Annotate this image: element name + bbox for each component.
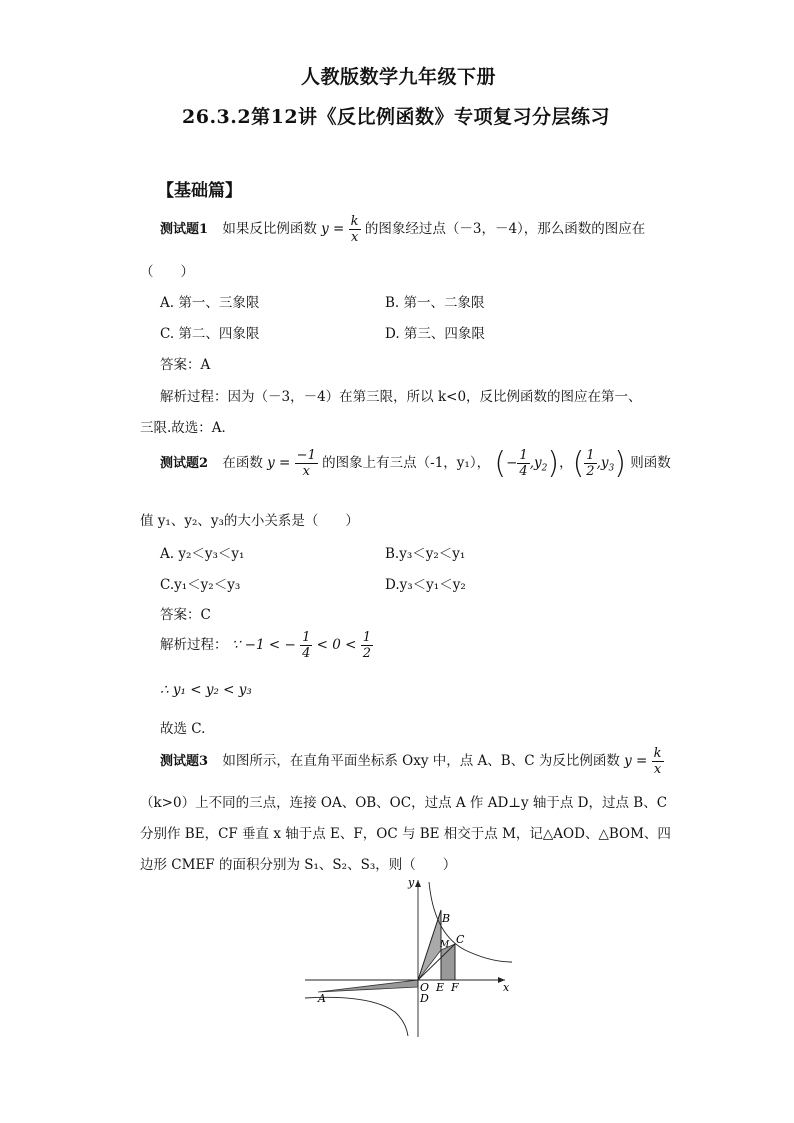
q2-text-c: 则函数 [630,455,671,471]
q1-y-eq: y = [321,221,345,237]
doc-title: 人教版数学九年级下册 [301,66,497,88]
q2-fraction: $\frac{-1}{x}$ [296,448,316,479]
label-x: x [503,981,510,994]
q1-text-b: 的图象经过点（－3，－4），那么函数的图应在 [364,221,646,237]
q3-text-a: 如图所示，在直角平面坐标系 Oxy 中，点 A、B、C 为反比例函数 [222,753,620,769]
q2-therefore: ∴ y₁ < y₂ < y₃ [160,682,252,698]
q2-analysis: 解析过程： ∵ −1 < − $\frac{1}{4}$ < 0 < $\frac{1}{2}$ [160,630,372,661]
q1-option-d: D. 第三、四象限 [385,326,485,342]
q2-option-b: B.y₃＜y₂＜y₁ [385,546,466,562]
q2-answer: 答案：C [160,607,211,623]
q2-conclusion: 故选 C. [160,721,206,737]
q3-y-eq: y = [624,753,648,769]
q2-label: 测试题2 [160,456,209,471]
q1-stem [160,214,645,245]
q2-text-a: 在函数 [222,455,263,471]
q2-point2-frac: $\frac{1}{4}$ [519,448,528,479]
label-E: E [436,981,445,994]
q1-analysis-line2: 三限.故选：A． [140,420,236,436]
label-O: O [420,981,430,994]
section-heading: 【基础篇】 [157,181,242,201]
q1-label: 测试题1 [160,222,209,237]
label-D: D [420,992,429,1005]
q2-option-c: C.y₁＜y₂＜y₃ [160,577,241,593]
q2-option-d: D.y₃＜y₁＜y₂ [385,577,466,593]
q2-analysis-frac2: $\frac{1}{2}$ [362,630,372,661]
q2-y-eq: y = [267,455,291,471]
q1-fraction: $\frac{k}{x}$ [350,214,359,245]
q2-analysis-frac1: $\frac{1}{4}$ [302,630,311,661]
q3-line4: 边形 CMEF 的面积分别为 S₁、S₂、S₃，则（ ） [140,857,457,873]
q2-option-a: A. y₂＜y₃＜y₁ [160,546,245,562]
label-B: B [442,912,451,925]
q2-point3-frac: $\frac{1}{2}$ [586,448,595,479]
label-F: F [451,981,459,994]
q1-answer: 答案：A [160,357,211,373]
q1-text-a: 如果反比例函数 [222,221,317,237]
q3-stem [160,746,664,777]
q2-text-d: 值 y₁、y₂、y₃的大小关系是（ ） [140,513,359,529]
region-aod [318,980,418,992]
label-y: y [408,876,415,889]
q1-option-a: A. 第一、三象限 [160,295,260,311]
q2-text-b: 的图象上有三点（-1，y₁）， [322,455,491,471]
label-A: A [318,992,326,1005]
q3-line2: （k>0）上不同的三点，连接 OA、OB、OC，过点 A 作 AD⊥y 轴于点 D，过点 B、C [140,795,668,811]
q3-figure [300,872,520,1040]
q1-analysis-line1: 解析过程：因为（－3，－4）在第三限，所以 k<0，反比例函数的图应在第一、 [160,389,642,405]
q1-option-c: C. 第二、四象限 [160,326,260,342]
doc-subtitle: 26.3.2第12讲《反比例函数》专项复习分层练习 [182,106,611,128]
label-C: C [456,933,465,946]
q1-paren: （ ） [140,264,194,280]
label-M: M [440,940,450,950]
q3-line3: 分别作 BE，CF 垂直 x 轴于点 E、F，OC 与 BE 相交于点 M，记△AOD、△BOM、四 [140,826,671,842]
q1-option-b: B. 第一、二象限 [385,295,485,311]
q3-fraction: $\frac{k}{x}$ [653,746,662,777]
q2-stem: 测试题2 在函数 y = $\frac{-1}{x}$ 的图象上有三点（-1，y₁）， (− $\frac{1}{4}$ $,y_2$)，( $\frac{1}{2}$ $,y_3$) 则函数 [160,446,671,481]
q3-label: 测试题3 [160,754,209,769]
